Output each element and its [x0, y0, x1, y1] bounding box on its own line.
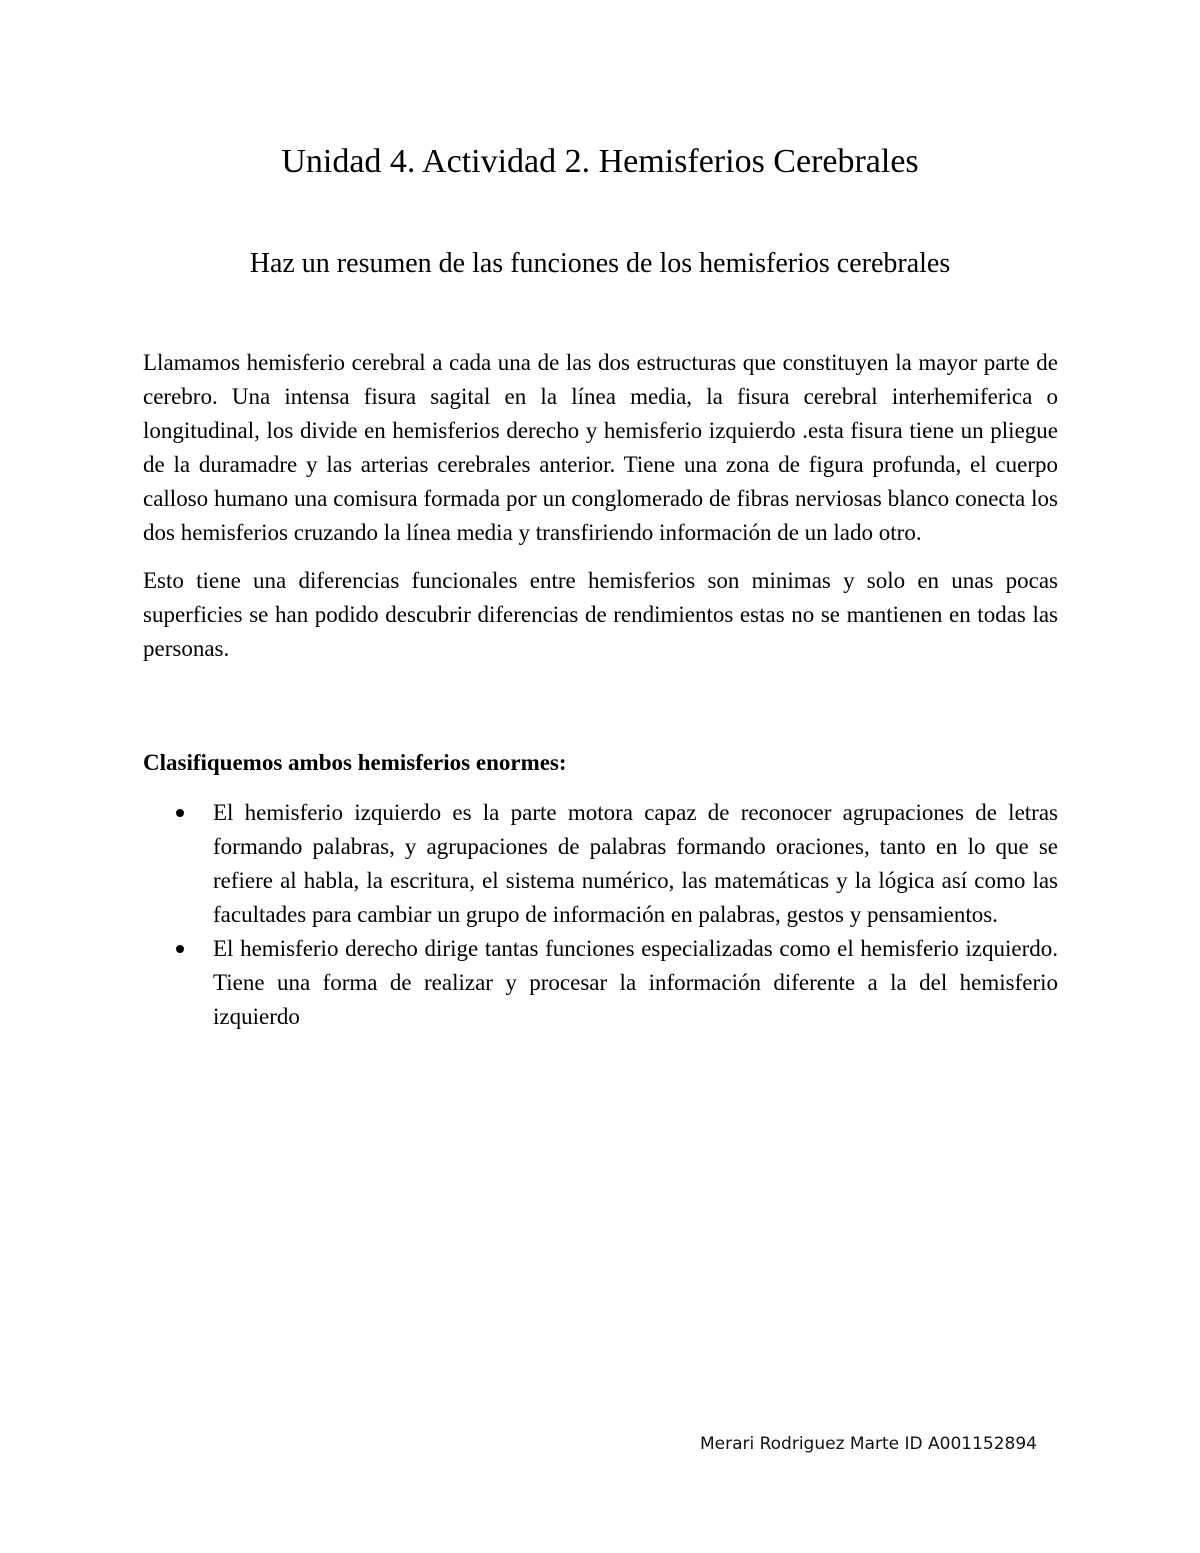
bullet-text: El hemisferio izquierdo es la parte motora capaz de reconocer agrupaciones de letras formando palabras, y agrupaciones de palabras formando oraciones, tanto en lo que se refiere al habla, la escritura, el sistema numérico, las matemáticas y la lógica así como las facultades para cambiar un grupo de información en palabras, gestos y pensamientos. — [213, 800, 1058, 927]
bullet-list — [143, 796, 1058, 1034]
bullet-dot-icon — [176, 809, 184, 817]
body-paragraph: Esto tiene una diferencias funcionales entre hemisferios son minimas y solo en unas pocas superficies se han podido descubrir diferencias de rendimientos estas no se mantienen en todas las personas. — [143, 568, 1058, 661]
document-body — [143, 346, 1058, 1034]
section-heading: Clasifiquemos ambos hemisferios enormes: — [143, 750, 567, 775]
bullet-dot-icon — [176, 945, 184, 953]
body-paragraph: Llamamos hemisferio cerebral a cada una de las dos estructuras que constituyen la mayor parte de cerebro. Una intensa fisura sagital en la línea media, la fisura cerebral interhemiferica o longitudinal, los divide en hemisferios derecho y hemisferio izquierdo .esta fisura tiene un pliegue de la duramadre y las arterias cerebrales anterior. Tiene una zona de figura profunda, el cuerpo calloso humano una comisura formada por un conglomerado de fibras nerviosas blanco conecta los dos hemisferios cruzando la línea media y transfiriendo información de un lado otro. — [143, 350, 1058, 545]
document-subtitle: Haz un resumen de las funciones de los hemisferios cerebrales — [249, 248, 951, 279]
bullet-list-item — [143, 932, 1058, 1034]
document-title: Unidad 4. Actividad 2. Hemisferios Cerebrales — [281, 143, 919, 180]
page-footer: Merari Rodriguez Marte ID A001152894 — [699, 1434, 1037, 1454]
bullet-text: El hemisferio derecho dirige tantas funciones especializadas como el hemisferio izquierdo. Tiene una forma de realizar y procesar la información diferente a la del hemisferio izquierdo — [213, 936, 1058, 1029]
bullet-list-item — [143, 796, 1058, 932]
